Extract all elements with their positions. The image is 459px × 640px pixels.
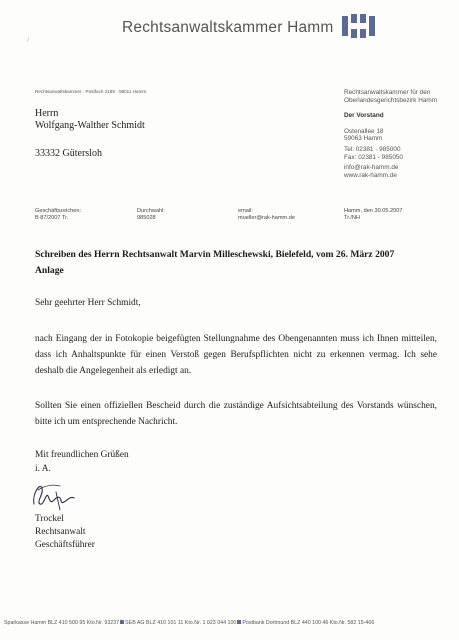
letter-paragraph-2: Sollten Sie einen offiziellen Bescheid durch die zuständige Aufsichtsabteilung des Vorstands wünschen, bitte ich um entsprechende Nachricht. xyxy=(35,401,437,427)
letter-salutation: Sehr geehrter Herr Schmidt, xyxy=(35,298,141,308)
sidebar-email: info@rak-hamm.de xyxy=(344,164,399,172)
sidebar-fax: Fax: 02381 - 985050 xyxy=(344,153,403,161)
bank-details-footer xyxy=(4,620,374,626)
letter-initials: Tr./NH xyxy=(344,215,360,221)
bank-postbank: Postbank Dortmund BLZ 440 100 46 Kto.Nr. 582 15-466 xyxy=(242,620,375,626)
direct-dial-label: Durchwahl: xyxy=(137,208,165,214)
recipient-city: 33332 Gütersloh xyxy=(35,148,102,159)
letter-closing xyxy=(35,448,129,476)
scan-tick-mark: / xyxy=(27,36,29,44)
email-value: mueller@rak-hamm.de xyxy=(238,215,295,221)
reference-date xyxy=(344,208,402,222)
sidebar-tel: Tel: 02381 - 985000 xyxy=(344,145,401,153)
file-number-value: B 87/2007 Tr. xyxy=(35,215,69,221)
closing-ia: i. A. xyxy=(35,464,51,474)
sidebar-street: Ostenallee 18 xyxy=(344,127,384,135)
direct-dial-value: 985028 xyxy=(137,215,156,221)
reference-file-number xyxy=(35,208,81,222)
recipient-address xyxy=(35,108,145,132)
signer-name: Trockel xyxy=(35,514,64,524)
letter-paragraph-1: nach Eingang der in Fotokopie beigefügten Stellungnahme des Obengenannten muss ich Ihnen mitteilen, dass ich Anhaltspunkte für einen Verstoß gegen Berufspflichten nicht zu erkennen vermag. Ich sehe deshalb die Angelegenheit als erledigt an. xyxy=(35,334,437,376)
sender-info-sidebar xyxy=(344,89,437,179)
organization-name: Rechtsanwaltskammer Hamm xyxy=(122,19,334,36)
letter-date: Hamm, den 30.05.2007 xyxy=(344,208,403,214)
sidebar-org-line2: Oberlandesgerichtsbezirk Hamm xyxy=(344,96,438,104)
sidebar-postcode-city: 59063 Hamm xyxy=(344,135,383,143)
recipient-name: Wolfgang-Walther Schmidt xyxy=(35,120,145,131)
bullet-square-icon xyxy=(237,620,241,624)
bank-seb: SEB AG BLZ 410 101 11 Kto.Nr. 1 023 044 100 xyxy=(125,620,237,626)
sidebar-web: www.rak-hamm.de xyxy=(344,171,397,179)
sidebar-org-line1: Rechtsanwaltskammer für den xyxy=(344,89,431,96)
file-number-label: Geschäftszeichen: xyxy=(35,208,82,214)
closing-phrase: Mit freundlichen Grüßen xyxy=(35,450,129,460)
rak-hamm-logo-icon xyxy=(342,14,378,38)
signer-block xyxy=(35,513,95,552)
bank-sparkasse: Sparkasse Hamm BLZ 410 500 95 Kto.Nr. 93237 xyxy=(4,620,120,626)
letter-subject: Schreiben des Herrn Rechtsanwalt Marvin Milleschewski, Bielefeld, vom 26. März 2007 xyxy=(35,249,395,260)
bullet-square-icon xyxy=(120,620,124,624)
reference-direct-dial xyxy=(137,208,165,222)
handwritten-signature xyxy=(26,474,86,512)
sender-return-address: Rechtsanwaltskammer · Postfach 2189 · 59011 Hamm xyxy=(35,89,147,94)
letter-attachment-note: Anlage xyxy=(35,265,64,276)
recipient-salutation-line: Herrn xyxy=(35,108,59,119)
signer-title-2: Geschäftsführer xyxy=(35,540,95,550)
signer-title-1: Rechtsanwalt xyxy=(35,527,86,537)
email-label: email: xyxy=(238,208,253,214)
reference-email xyxy=(238,208,295,222)
sidebar-board: Der Vorstand xyxy=(344,112,384,120)
